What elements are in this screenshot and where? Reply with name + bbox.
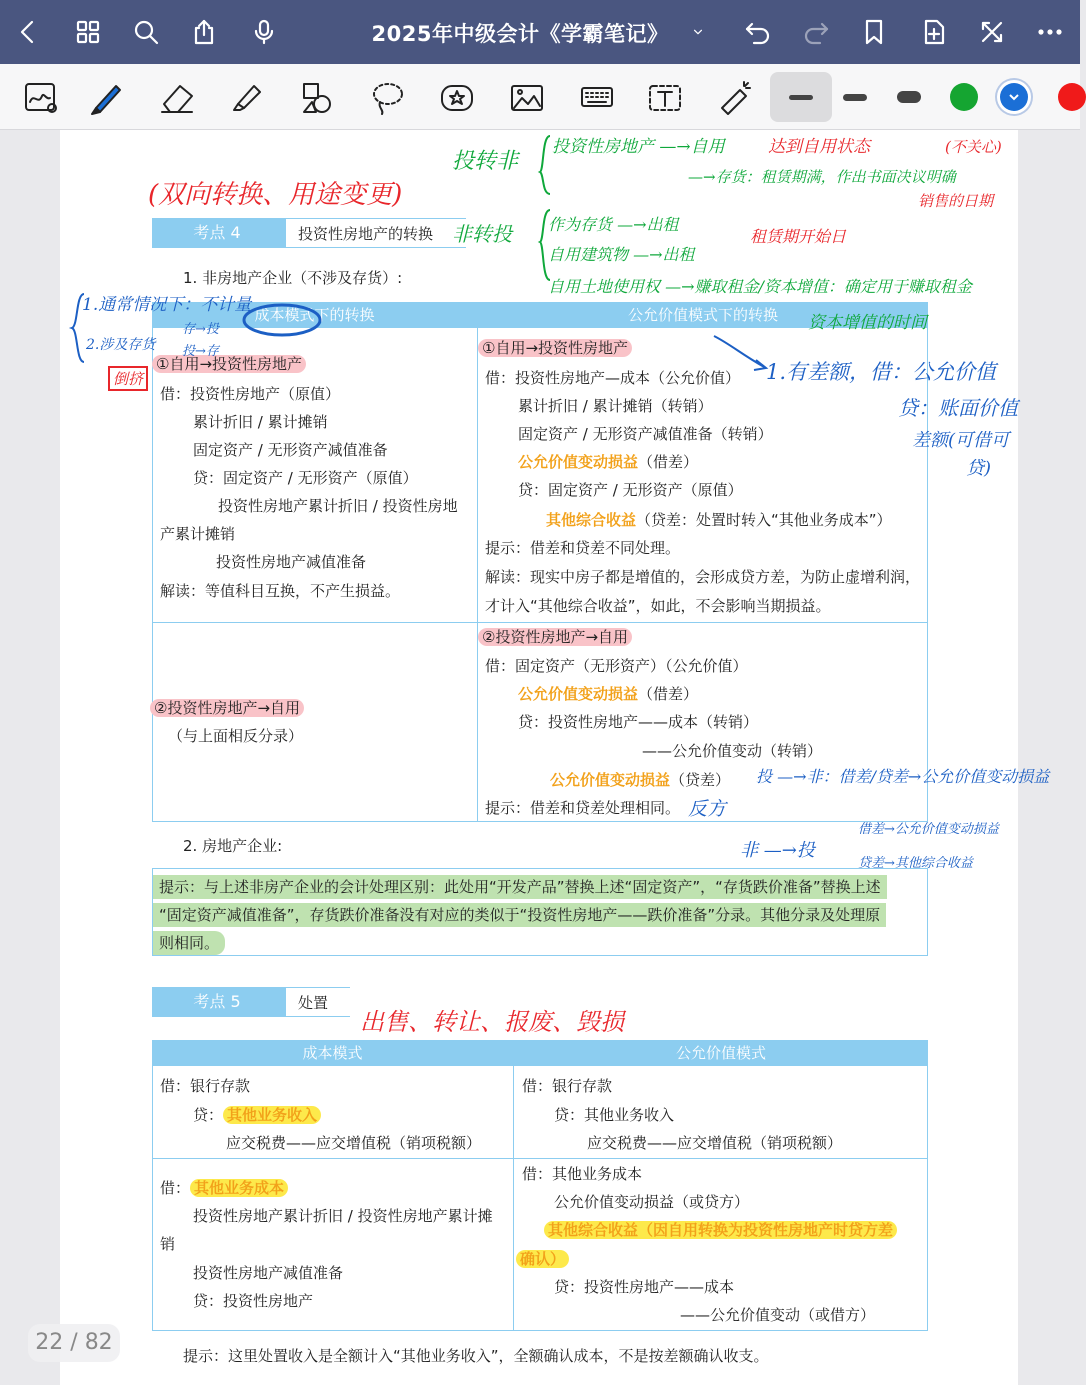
circle-mark-icon <box>240 302 324 338</box>
handwritten-note: 反方 <box>688 798 727 820</box>
eraser-icon[interactable] <box>154 74 200 120</box>
tip-line: 提示：与上述非房产企业的会计处理区别：此处用“开发产品”替换上述“固定资产”，“存货跌价准备”替换上述 <box>153 875 887 899</box>
notebook-page[interactable] <box>60 130 1050 1385</box>
table-row-divider <box>152 1158 928 1159</box>
cell-text: （与上面相反分录） <box>168 727 304 745</box>
cell-text: 公允价值变动损益（贷差） <box>550 771 731 789</box>
cell-text: ①自用→投资性房地产 <box>152 354 306 374</box>
handwritten-note: 贷差→其他综合收益 <box>858 856 973 871</box>
cell-text: ②投资性房地产→自用 <box>150 698 304 718</box>
cell-text: 投资性房地产减值准备 <box>193 1264 344 1282</box>
cell-text: 借：投资性房地产（原值） <box>160 385 341 403</box>
handwritten-note: 非转投 <box>452 222 512 246</box>
cell-text: 贷：投资性房地产——成本 <box>554 1278 735 1296</box>
section4-badge: 考点 4 <box>193 223 241 242</box>
document-title[interactable]: 2025年中级会计《学霸笔记》 <box>371 22 669 46</box>
handwritten-note: 销售的日期 <box>918 192 994 210</box>
cell-text: 固定资产 / 无形资产减值准备（转销） <box>518 425 773 443</box>
cell-text: 应交税费——应交增值税（销项税额） <box>226 1134 482 1152</box>
cell-text: 产累计摊销 <box>160 525 236 543</box>
handwritten-note: 资本增值的时间 <box>808 313 927 333</box>
sticker-icon[interactable] <box>434 74 480 120</box>
redo-icon[interactable] <box>796 12 836 52</box>
back-icon[interactable] <box>8 12 48 52</box>
cell-text: 借：其他业务成本 <box>522 1165 643 1183</box>
cell-text: 贷：固定资产 / 无形资产（原值） <box>518 481 743 499</box>
handwritten-note: 作为存货 —→出租 <box>548 215 679 234</box>
table-divider <box>513 1040 514 1331</box>
cell-text: 确认） <box>516 1249 569 1269</box>
color-red[interactable] <box>1058 83 1086 111</box>
handwritten-note: 贷) <box>966 458 992 479</box>
tip-line: “固定资产减值准备”，存货跌价准备没有对应的类似于“投资性房地产——跌价准备”分录。其他分录及处理原 <box>153 903 886 927</box>
cell-text: ——公允价值变动（或借方） <box>680 1306 876 1324</box>
text-icon[interactable] <box>642 74 688 120</box>
bookmark-icon[interactable] <box>854 12 894 52</box>
col-cost-model: 成本模式 <box>152 1040 513 1066</box>
cell-text: 贷：投资性房地产——成本（转销） <box>518 713 759 731</box>
color-green[interactable] <box>950 83 978 111</box>
cell-text: 公允价值变动损益（借差） <box>518 685 699 703</box>
handwritten-note: 出售、转让、报废、毁损 <box>360 1008 624 1036</box>
brace-icon <box>536 130 556 290</box>
cell-text: 应交税费——应交增值税（销项税额） <box>587 1134 843 1152</box>
col-fair-value-model: 公允价值模式下的转换 <box>478 302 928 328</box>
search-icon[interactable] <box>126 12 166 52</box>
more-icon[interactable] <box>1030 12 1070 52</box>
arrow-icon <box>710 330 770 380</box>
cell-text: 提示：借差和贷差处理相同。 <box>485 799 681 817</box>
cell-text: 借：银行存款 <box>522 1077 613 1095</box>
add-page-icon[interactable] <box>914 12 954 52</box>
share-icon[interactable] <box>184 12 224 52</box>
cell-text: 投资性房地产累计折旧 / 投资性房地产累计摊 <box>193 1207 493 1225</box>
handwritten-note: (不关心) <box>945 138 1002 156</box>
cell-text: 投资性房地产减值准备 <box>216 553 367 571</box>
highlighter-icon[interactable] <box>224 74 270 120</box>
cell-text: ——公允价值变动（转销） <box>642 742 823 760</box>
handwritten-note: 2.涉及存货 <box>86 337 156 353</box>
cell-text: 解读：等值科目互换，不产生损益。 <box>160 582 401 600</box>
handwritten-note: 1.有差额，借：公允价值 <box>766 360 997 384</box>
table-row-divider <box>152 622 928 623</box>
handwritten-note: 差额(可借可 <box>912 430 1010 451</box>
handwritten-note: 租赁期开始日 <box>750 227 847 246</box>
section5-badge: 考点 5 <box>193 992 241 1011</box>
section5-tip: 提示：这里处置收入是全额计入“其他业务收入”，全额确认成本，不是按差额确认收支。 <box>183 1347 769 1365</box>
cell-text: 累计折旧 / 累计摊销 <box>193 413 328 431</box>
handwritten-note: 自用建筑物 —→出租 <box>548 245 695 264</box>
col-cost-model: 成本模式下的转换 <box>152 302 477 328</box>
cell-text: 贷： 其他业务收入 <box>193 1105 321 1125</box>
cell-text: 才计入“其他综合收益”，如此，不会影响当期损益。 <box>485 597 831 615</box>
cell-text: 解读：现实中房子都是增值的，会形成贷方差，为防止虚增利润， <box>485 568 921 586</box>
tip-line: 则相同。 <box>153 931 225 955</box>
cell-text: ①自用→投资性房地产 <box>478 338 632 358</box>
stroke-thick[interactable] <box>878 72 940 122</box>
cell-text: 借：银行存款 <box>160 1077 251 1095</box>
stroke-thin[interactable] <box>770 72 832 122</box>
handwritten-note: —→存货：租赁期满，作出书面决议明确 <box>688 168 956 186</box>
handwritten-note: (双向转换、用途变更) <box>148 180 403 210</box>
chevron-down-icon[interactable] <box>678 12 718 52</box>
collapse-icon[interactable] <box>972 12 1012 52</box>
col-fair-value-model: 公允价值模式 <box>514 1040 928 1066</box>
handwritten-note: 达到自用状态 <box>768 137 870 157</box>
handwritten-note: 投转非 <box>452 149 519 174</box>
stroke-medium[interactable] <box>824 72 886 122</box>
grid-icon[interactable] <box>68 12 108 52</box>
cell-text: 投资性房地产累计折旧 / 投资性房地 <box>218 497 458 515</box>
cell-text: 公允价值变动损益（或贷方） <box>554 1193 750 1211</box>
handwritten-note: 投→存 <box>182 344 219 359</box>
keyboard-icon[interactable] <box>574 74 620 120</box>
cell-text: 固定资产 / 无形资产减值准备 <box>193 441 388 459</box>
cell-text: 提示：借差和贷差不同处理。 <box>485 539 681 557</box>
section5-title: 处置 <box>286 987 350 1017</box>
handwritten-note: 存→投 <box>182 322 219 337</box>
shapes-icon[interactable] <box>294 74 340 120</box>
cell-text: 公允价值变动损益（借差） <box>518 453 699 471</box>
point1-label: 1. 非房地产企业（不涉及存货）: <box>183 269 403 287</box>
page-counter: 22 / 82 <box>28 1324 120 1362</box>
handwritten-note: 1.通常情况下：不计量 <box>82 295 252 315</box>
handwritten-note: 投 —→非：借差/贷差→公允价值变动损益 <box>756 767 1050 786</box>
drawing-toolbar <box>0 64 1080 130</box>
section4-title: 投资性房地产的转换 <box>286 218 466 248</box>
cell-text: 借：固定资产（无形资产）（公允价值） <box>485 657 748 675</box>
top-bar <box>0 0 1080 64</box>
pen-icon[interactable] <box>84 74 130 120</box>
lasso-icon[interactable] <box>364 74 410 120</box>
cell-text: ②投资性房地产→自用 <box>478 627 632 647</box>
handwritten-note: 倒挤 <box>108 366 148 391</box>
handwritten-note: 借差→公允价值变动损益 <box>858 822 999 837</box>
image-icon[interactable] <box>504 74 550 120</box>
cell-text: 借： 其他业务成本 <box>160 1178 288 1198</box>
point2-label: 2. 房地产企业: <box>183 837 283 855</box>
brace-icon <box>68 290 88 366</box>
cell-text: 贷：其他业务收入 <box>554 1106 675 1124</box>
microphone-icon[interactable] <box>244 12 284 52</box>
cell-text: 累计折旧 / 累计摊销（转销） <box>518 397 713 415</box>
cell-text: 销 <box>160 1235 176 1253</box>
handwritten-note: 自用土地使用权 —→赚取租金/资本增值：确定用于赚取租金 <box>548 277 972 296</box>
cell-text: 贷：固定资产 / 无形资产（原值） <box>193 469 418 487</box>
cell-text: 其他综合收益（因自用转换为投资性房地产时贷方差 <box>544 1220 897 1240</box>
laser-icon[interactable] <box>712 74 758 120</box>
color-blue-selected[interactable] <box>1000 83 1028 111</box>
handwritten-note: 投资性房地产 —→自用 <box>552 137 725 157</box>
cell-text: 借：投资性房地产—成本（公允价值） <box>485 369 741 387</box>
cell-text: 贷：投资性房地产 <box>193 1292 314 1310</box>
handwritten-note: 非 —→投 <box>740 840 815 861</box>
undo-icon[interactable] <box>738 12 778 52</box>
handwritten-note: 贷：账面价值 <box>898 396 1018 420</box>
table-divider <box>477 302 478 822</box>
lasso-pen-icon[interactable] <box>18 74 64 120</box>
cell-text: 其他综合收益（贷差：处置时转入“其他业务成本”） <box>546 511 892 529</box>
